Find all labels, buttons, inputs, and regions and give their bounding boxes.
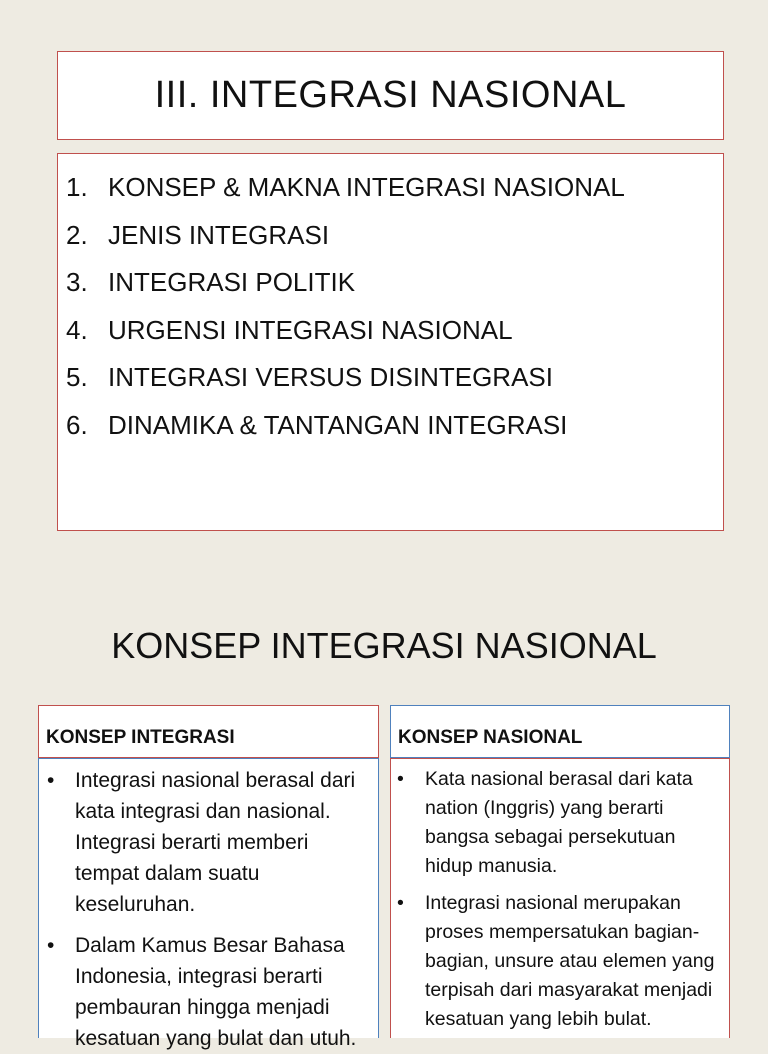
list-item: 5. INTEGRASI VERSUS DISINTEGRASI bbox=[66, 354, 723, 402]
list-item-text: JENIS INTEGRASI bbox=[108, 219, 330, 250]
bullet-icon: • bbox=[397, 768, 404, 790]
list-item-text: INTEGRASI VERSUS DISINTEGRASI bbox=[108, 362, 553, 392]
bullet-item: • Integrasi nasional berasal dari kata integrasi dan nasional. Integrasi berarti memberi tempat dalam suatu keseluruhan. bbox=[75, 765, 368, 920]
list-item: 4. URGENSI INTEGRASI NASIONAL bbox=[66, 307, 723, 355]
slide-title: III. INTEGRASI NASIONAL bbox=[154, 74, 627, 116]
bullet-icon: • bbox=[47, 934, 55, 957]
left-column-body bbox=[38, 758, 379, 1050]
list-item: 2. JENIS INTEGRASI bbox=[66, 212, 723, 260]
list-item: 1. KONSEP & MAKNA INTEGRASI NASIONAL bbox=[66, 164, 723, 212]
list-item: 3. INTEGRASI POLITIK bbox=[66, 259, 723, 307]
bullet-item: • Integrasi nasional merupakan proses mempersatukan bagian-bagian, unsure atau elemen yang terpisah dari masyarakat menjadi kesatuan yang lebih bulat. bbox=[425, 889, 721, 1034]
bullet-icon: • bbox=[397, 892, 404, 914]
list-item-text: INTEGRASI POLITIK bbox=[108, 267, 356, 297]
list-item-text: URGENSI INTEGRASI NASIONAL bbox=[108, 314, 513, 345]
bullet-item: • Dalam Kamus Besar Bahasa Indonesia, integrasi berarti pembauran hingga menjadi kesatuan yang bulat dan utuh. bbox=[75, 930, 368, 1054]
topic-list-box bbox=[57, 153, 724, 531]
list-item-text: KONSEP & MAKNA INTEGRASI NASIONAL bbox=[108, 172, 625, 202]
list-item-text: DINAMIKA & TANTANGAN INTEGRASI bbox=[108, 409, 568, 440]
right-column-body bbox=[390, 758, 730, 1038]
right-column-heading: KONSEP NASIONAL bbox=[390, 705, 730, 758]
bullet-item: • Kata nasional berasal dari kata nation (Inggris) yang berarti bangsa sebagai persekutuan hidup manusia. bbox=[425, 765, 721, 881]
list-item: 6. DINAMIKA & TANTANGAN INTEGRASI bbox=[66, 402, 723, 450]
title-box bbox=[57, 51, 724, 140]
bullet-icon: • bbox=[47, 769, 55, 792]
section-title: KONSEP INTEGRASI NASIONAL bbox=[111, 625, 657, 666]
left-column-heading: KONSEP INTEGRASI bbox=[38, 705, 379, 758]
topic-list bbox=[58, 154, 723, 449]
